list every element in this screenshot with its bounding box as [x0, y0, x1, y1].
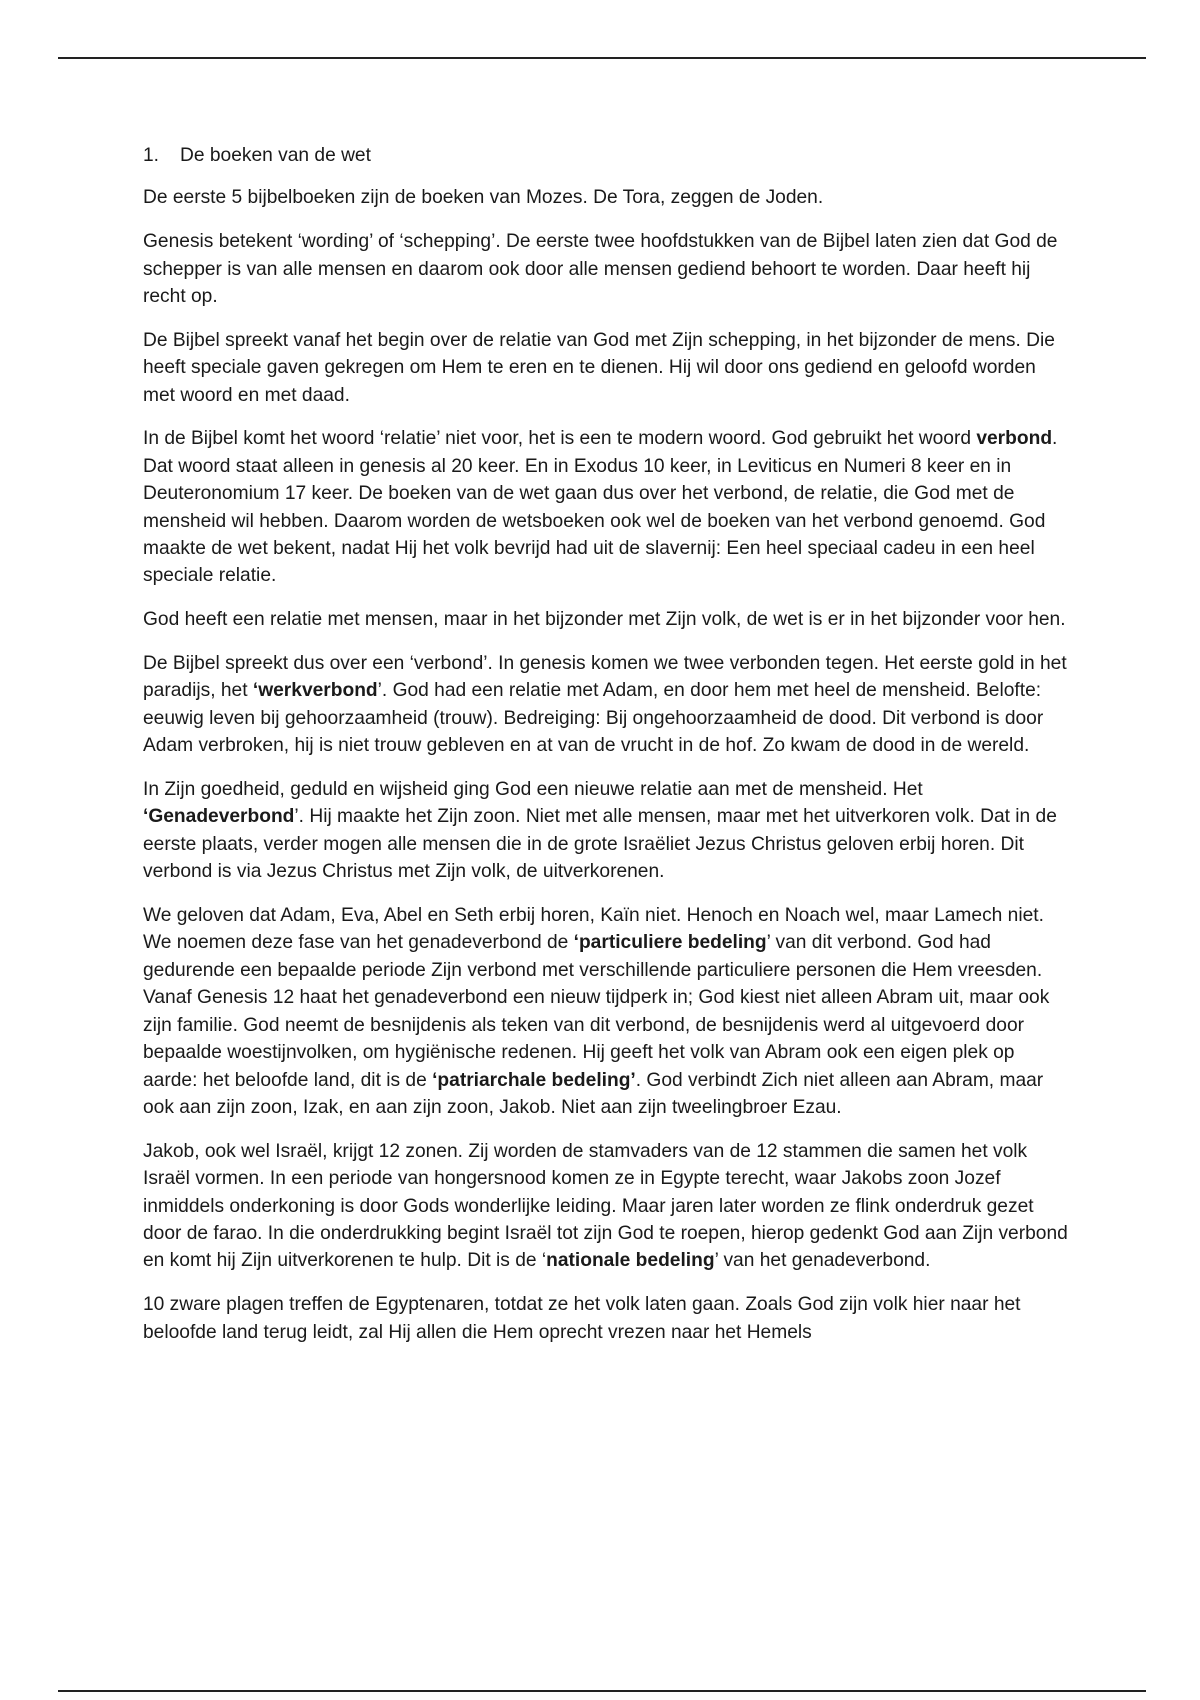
bold-term: ‘Genadeverbond [143, 806, 295, 828]
paragraph [143, 228, 1073, 310]
text-run: ’. Hij maakte het Zijn zoon. Niet met alle mensen, maar met het uitverkoren volk. Dat in de eerste plaats, verder mogen alle mensen die in de grote Israëliet Jezus Christus geloven erbij horen. Dit verbond is via Jezus Christus met Zijn volk, de uitverkorenen. [143, 806, 1057, 883]
text-run: ’ van dit verbond. God had gedurende een bepaalde periode Zijn verbond met verschillende particuliere personen die Hem vreesden. Vanaf Genesis 12 haat het genadeverbond een nieuw tijdperk in; God kiest niet alleen Abram uit, maar ook zijn familie. God neemt de besnijdenis als teken van dit verbond, de besnijdenis werd al uitgevoerd door bepaalde woestijnvolken, om hygiënische redenen. Hij geeft het volk van Abram ook een eigen plek op aarde: het beloofde land, dit is de [143, 932, 1050, 1091]
paragraph [143, 650, 1073, 760]
text-run: In de Bijbel komt het woord ‘relatie’ niet voor, het is een te modern woord. God gebruikt het woord [143, 428, 977, 450]
section-number: 1. [143, 145, 160, 166]
paragraph [143, 184, 1073, 211]
section-heading [143, 142, 1073, 169]
bold-term: verbond [976, 428, 1053, 450]
bold-term: ‘werkverbond [252, 680, 378, 702]
paragraph [143, 1291, 1073, 1346]
paragraph [143, 606, 1073, 633]
text-run: ’ van het genadeverbond. [714, 1250, 931, 1272]
paragraph [143, 327, 1073, 409]
text-run: . Dat woord staat alleen in genesis al 20 keer. En in Exodus 10 keer, in Leviticus en Numeri 8 keer en in Deuteronomium 17 keer. De boeken van de wet gaan dus over het verbond, de relatie, die God met de mensheid wil hebben. Daarom worden de wetsboeken ook wel de boeken van het verbond genoemd. God maakte de wet bekent, nadat Hij het volk bevrijd had uit de slavernij: Een heel speciaal cadeu in een heel speciale relatie. [143, 428, 1058, 587]
text-run: De Bijbel spreekt dus over een ‘verbond’. In genesis komen we twee verbonden tegen. Het eerste gold in het paradijs, het [143, 653, 1067, 702]
text-run: Jakob, ook wel Israël, krijgt 12 zonen. Zij worden de stamvaders van de 12 stammen die samen het volk Israël vormen. In een periode van hongersnood komen ze in Egypte terecht, waar Jakobs zoon Jozef inmiddels onderkoning is door Gods wonderlijke leiding. Maar jaren later worden ze flink onderdruk gezet door de farao. In die onderdrukking begint Israël tot zijn God te roepen, hierop gedenkt God aan Zijn verbond en komt hij Zijn uitverkorenen te hulp. Dit is de ‘ [143, 1140, 1068, 1272]
text-run: . God verbindt Zich niet alleen aan Abram, maar ook aan zijn zoon, Izak, en aan zijn zoon, Jakob. Niet aan zijn tweelingbroer Ezau. [143, 1069, 1044, 1118]
text-run: We geloven dat Adam, Eva, Abel en Seth erbij horen, Kaïn niet. Henoch en Noach wel, maar Lamech niet. We noemen deze fase van het genadeverbond de [143, 905, 1044, 954]
text-run: God heeft een relatie met mensen, maar in het bijzonder met Zijn volk, de wet is er in het bijzonder voor hen. [143, 609, 1066, 631]
bold-term: ‘particuliere bedeling [573, 932, 767, 954]
paragraph [143, 425, 1073, 589]
section-title: De boeken van de wet [180, 145, 371, 166]
text-run: ’. God had een relatie met Adam, en door hem met heel de mensheid. Belofte: eeuwig leven bij gehoorzaamheid (trouw). Bedreiging: Bij ongehoorzaamheid de dood. Dit verbond is door Adam verbroken, hij is niet trouw gebleven en at van de vrucht in de hof. Zo kwam de dood in de wereld. [143, 680, 1044, 757]
bold-term: ‘patriarchale bedeling’ [432, 1069, 636, 1091]
paragraphs [143, 184, 1073, 1346]
text-run: 10 zware plagen treffen de Egyptenaren, totdat ze het volk laten gaan. Zoals God zijn volk hier naar het beloofde land terug leidt, zal Hij allen die Hem oprecht vrezen naar het Hemels [143, 1294, 1021, 1343]
bold-term: nationale bedeling [546, 1250, 715, 1272]
header-rule [58, 57, 1146, 59]
text-run: De eerste 5 bijbelboeken zijn de boeken van Mozes. De Tora, zeggen de Joden. [143, 187, 824, 209]
text-run: In Zijn goedheid, geduld en wijsheid ging God een nieuwe relatie aan met de mensheid. Het [143, 779, 923, 801]
paragraph [143, 776, 1073, 886]
text-run: Genesis betekent ‘wording’ of ‘schepping’. De eerste twee hoofdstukken van de Bijbel laten zien dat God de schepper is van alle mensen en daarom ook door alle mensen gediend behoort te worden. Daar heeft hij recht op. [143, 231, 1058, 308]
document-body [143, 142, 1073, 1362]
paragraph [143, 1138, 1073, 1275]
paragraph [143, 902, 1073, 1121]
footer-rule [58, 1690, 1146, 1692]
text-run: De Bijbel spreekt vanaf het begin over de relatie van God met Zijn schepping, in het bijzonder de mens. Die heeft speciale gaven gekregen om Hem te eren en te dienen. Hij wil door ons gediend en geloofd worden met woord en met daad. [143, 329, 1055, 406]
